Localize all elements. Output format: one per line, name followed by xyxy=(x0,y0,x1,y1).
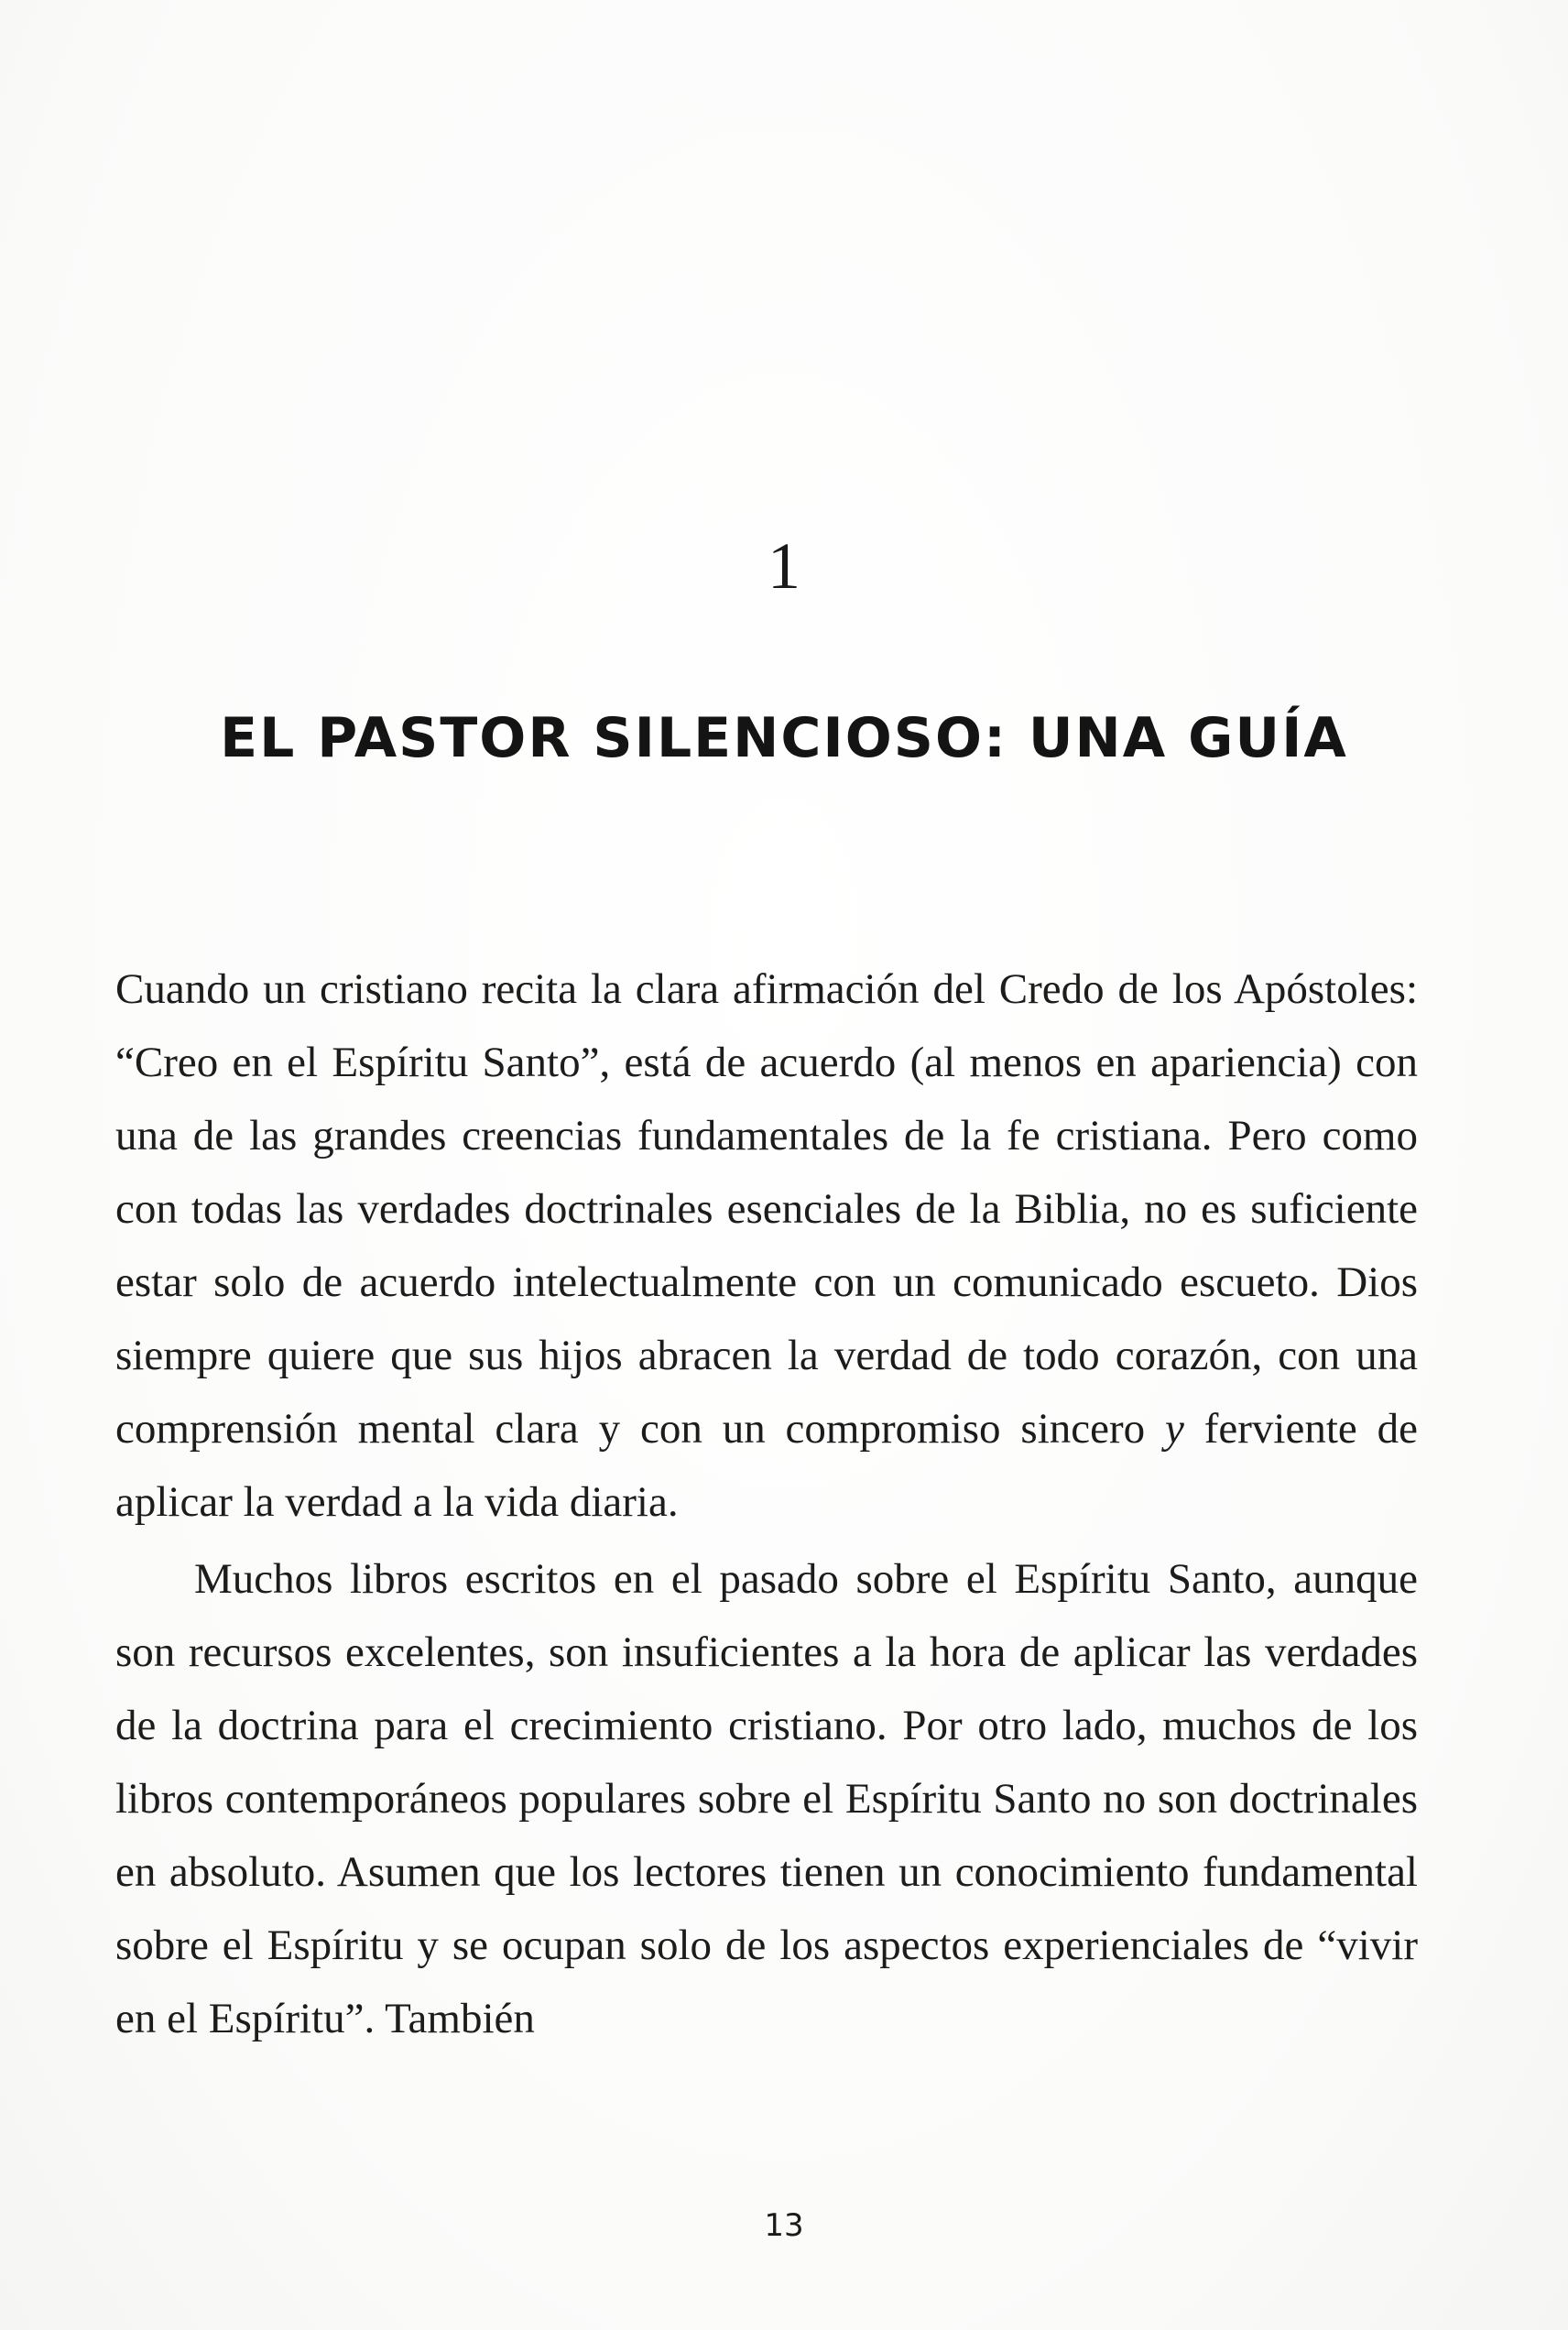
chapter-title: EL PASTOR SILENCIOSO: UNA GUÍA xyxy=(220,706,1348,770)
page-number: 13 xyxy=(764,2207,804,2244)
paragraph-1-emphasis: y xyxy=(1165,1405,1184,1453)
paragraph-1 xyxy=(115,953,1418,1539)
paragraph-1-text: Cuando un cristiano recita la clara afirmación del Credo de los Apóstoles: “Creo en el Espíritu Santo”, está de acuerdo (al menos en apariencia) con una de las grandes creencias fundamentales de la fe cristiana. Pero como con todas las verdades doctrinales esenciales de la Biblia, no es suficiente estar solo de acuerdo intelectualmente con un comunicado escueto. Dios siempre quiere que sus hijos abracen la verdad de todo corazón, con una comprensión mental clara y con un compromiso sincero xyxy=(115,965,1418,1453)
paragraph-1-text-end: ferviente de aplicar la verdad a la vida diaria. xyxy=(115,1405,1418,1526)
paragraph-2: Muchos libros escritos en el pasado sobre el Espíritu Santo, aunque son recursos excelentes, son insuficientes a la hora de aplicar las verdades de la doctrina para el crecimiento cristiano. Por otro lado, muchos de los libros contemporáneos populares sobre el Espíritu Santo no son doctrinales en absoluto. Asumen que los lectores tienen un conocimiento fundamental sobre el Espíritu y se ocupan solo de los aspectos experienciales de “vivir en el Espíritu”. También xyxy=(115,1555,1418,2042)
body-text xyxy=(115,953,1418,2055)
chapter-number: 1 xyxy=(768,529,800,603)
